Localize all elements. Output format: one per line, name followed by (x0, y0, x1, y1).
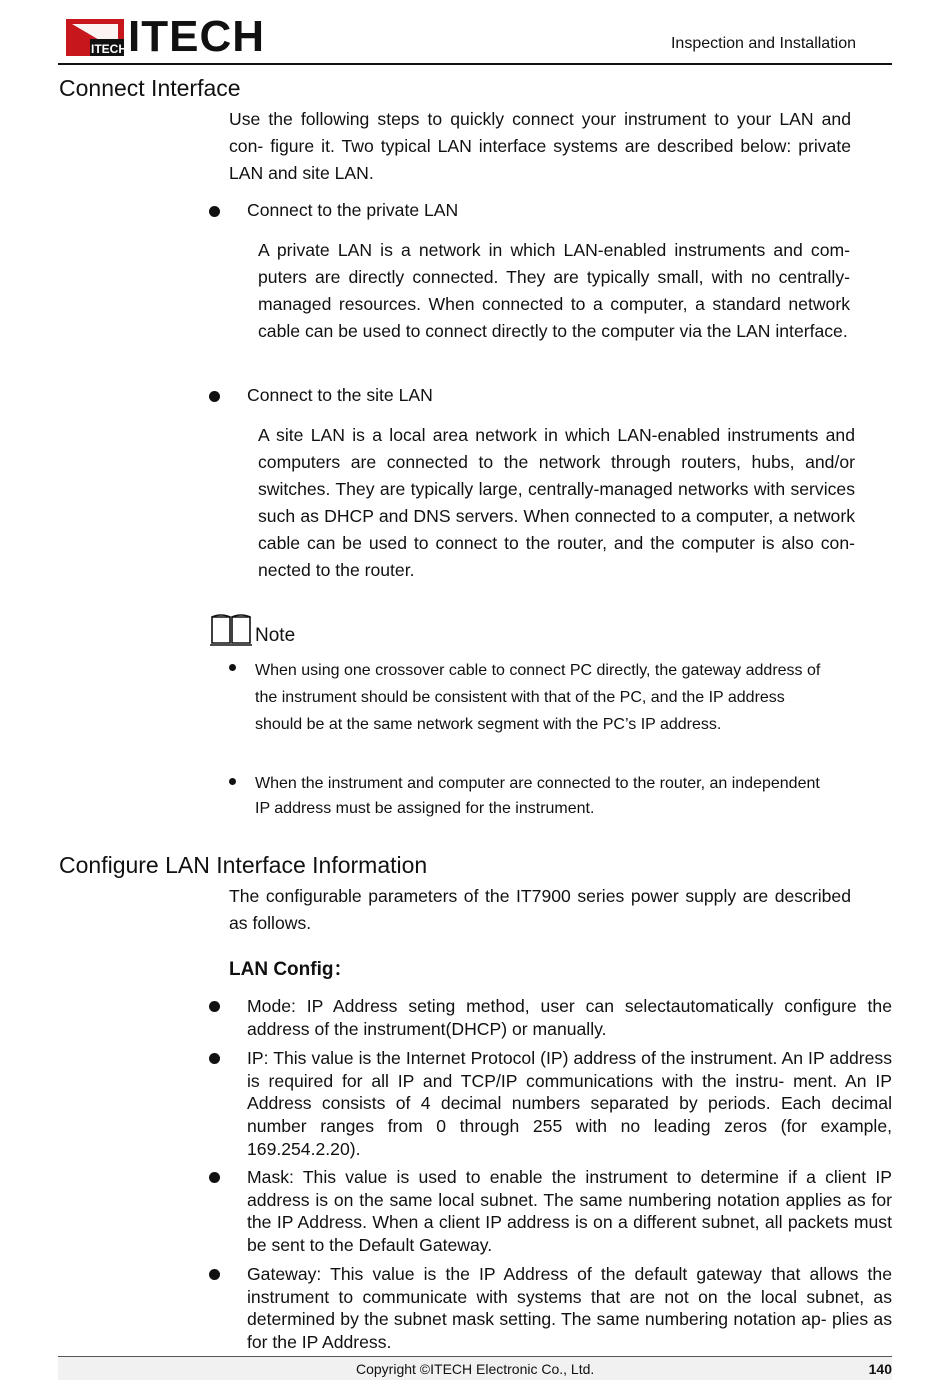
logo-mark (66, 19, 124, 56)
footer-copyright: Copyright ©ITECH Electronic Co., Ltd. (356, 1361, 595, 1377)
config-item-mode: Mode: IP Address seting method, user can selectautomatically configure the address of the instrument(DHCP) or manually. (247, 996, 892, 1039)
site-lan-heading: Connect to the site LAN (247, 385, 433, 405)
note-item: When using one crossover cable to connect PC directly, the gateway address of the instrument should be consistent with that of the PC, and the IP address should be at the same network segment with the PC’s IP address. (255, 662, 821, 733)
connect-intro: Use the following steps to quickly connect your instrument to your LAN and con- figure it. Two typical LAN interface systems are described below: private LAN and site LAN. (229, 109, 851, 183)
itech-logo (66, 12, 265, 61)
note-bullet-icon (229, 778, 236, 785)
bullet-icon (209, 206, 220, 217)
bullet-icon (209, 1001, 220, 1012)
book-icon (210, 613, 252, 652)
page-footer (58, 1356, 892, 1380)
bullet-icon (209, 1269, 220, 1280)
configure-intro: The configurable parameters of the IT7900 series power supply are described as follows. (229, 886, 851, 933)
config-item-gateway: Gateway: This value is the IP Address of the default gateway that allows the instrument to communicate with systems that are not on the local subnet, as determined by the subnet mask setting. The same numbering notation ap- plies as for the IP Address. (247, 1264, 892, 1353)
note-label: Note (255, 625, 296, 646)
bullet-icon (209, 1172, 220, 1183)
heading-connect-interface: Connect Interface (59, 75, 241, 101)
logo-wordmark: ITECH (128, 12, 265, 61)
lan-config-title: LAN Config： (229, 959, 353, 980)
section-title: Inspection and Installation (670, 35, 856, 52)
note-bullet-icon (229, 664, 236, 671)
bullet-icon (209, 391, 220, 402)
svg-text:ITECH: ITECH (91, 42, 124, 56)
private-lan-body: A private LAN is a network in which LAN-enabled instruments and com- puters are directly connected. They are typically small, with no centrally- managed resources. When connected to a computer, a standard network cable can be used to connect directly to the computer via the LAN interface. (258, 240, 850, 341)
config-item-mask: Mask: This value is used to enable the instrument to determine if a client IP address is on the same local subnet. The same numbering notation applies as for the IP Address. When a client IP address is on a different subnet, all packets must be sent to the Default Gateway. (247, 1167, 892, 1256)
bullet-icon (209, 1053, 220, 1064)
site-lan-body: A site LAN is a local area network in which LAN-enabled instruments and computers are connected to the network through routers, hubs, and/or switches. They are typically large, centrally-managed networks with services such as DHCP and DNS servers. When connected to a computer, a network cable can be used to connect to the router, and the computer is also con- nected to the router. (258, 425, 855, 580)
page-number: 140 (868, 1361, 892, 1377)
page-header (58, 12, 892, 65)
private-lan-heading: Connect to the private LAN (247, 200, 459, 220)
heading-configure-lan: Configure LAN Interface Information (59, 852, 428, 878)
config-item-ip: IP: This value is the Internet Protocol (IP) address of the instrument. An IP address is required for all IP and TCP/IP communications with the instru- ment. An IP Address consists of 4 decimal numbers separated by periods. Each decimal number ranges from 0 through 255 with no leading zeros (for example, 169.254.2.20). (247, 1048, 892, 1159)
note-item: When the instrument and computer are connected to the router, an independent IP address must be assigned for the instrument. (255, 775, 820, 817)
